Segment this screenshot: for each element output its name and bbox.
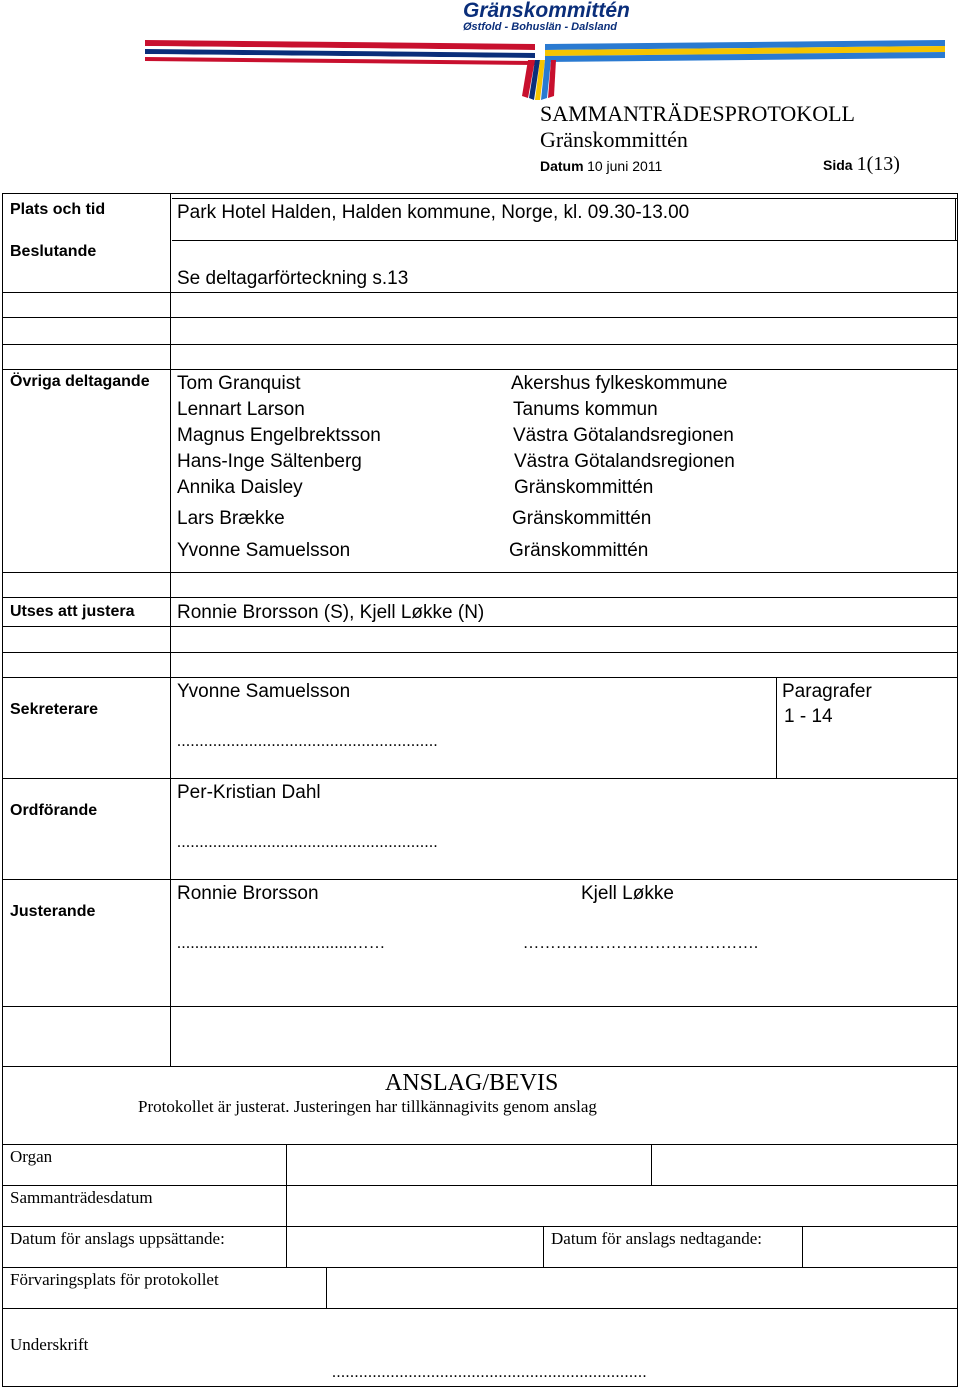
anslag-title: ANSLAG/BEVIS xyxy=(385,1070,559,1096)
paragrafer-label: Paragrafer xyxy=(782,681,872,702)
beslutande-value: Se deltagarförteckning s.13 xyxy=(177,268,409,289)
logo-subtitle: Østfold - Bohuslän - Dalsland xyxy=(463,21,618,33)
participant-org: Akershus fylkeskommune xyxy=(511,373,728,394)
justerande-signature-line-1: .......................................…… xyxy=(177,935,386,952)
utses-att-justera-value: Ronnie Brorsson (S), Kjell Løkke (N) xyxy=(177,602,485,623)
justerande-value-2: Kjell Løkke xyxy=(581,883,674,904)
sekreterare-value: Yvonne Samuelsson xyxy=(177,681,351,702)
participant-org: Gränskommittén xyxy=(512,508,652,529)
page-value: 1(13) xyxy=(856,153,900,175)
ordforande-value: Per-Kristian Dahl xyxy=(177,782,321,803)
nedtagande-label: Datum för anslags nedtagande: xyxy=(551,1229,763,1248)
justerande-signature-line-2: ……………………………………. xyxy=(523,935,759,952)
date-line xyxy=(540,158,662,176)
organization-name: Gränskommittén xyxy=(540,127,688,152)
paragrafer-value: 1 - 14 xyxy=(784,706,833,727)
participant-org: Gränskommittén xyxy=(509,540,649,561)
participant-org: Västra Götalandsregionen xyxy=(514,451,735,472)
ordforande-label: Ordförande xyxy=(10,802,98,819)
date-value: 10 juni 2011 xyxy=(587,158,663,174)
participant-org: Tanums kommun xyxy=(513,399,658,420)
page-label: Sida xyxy=(823,157,853,173)
underskrift-signature-line: ...................................................................... xyxy=(332,1364,647,1381)
sekreterare-signature-line: .......................................................... xyxy=(177,733,438,750)
participant-name: Hans-Inge Sältenberg xyxy=(177,451,362,472)
page-number xyxy=(823,153,900,176)
participant-name: Annika Daisley xyxy=(177,477,303,498)
participant-name: Magnus Engelbrektsson xyxy=(177,425,381,446)
utses-att-justera-label: Utses att justera xyxy=(10,603,135,620)
justerande-value-1: Ronnie Brorsson xyxy=(177,883,319,904)
sammantradesdatum-label: Sammanträdesdatum xyxy=(10,1188,153,1207)
ovriga-deltagande-label: Övriga deltagande xyxy=(10,373,150,390)
beslutande-label: Beslutande xyxy=(10,243,97,260)
participant-name: Yvonne Samuelsson xyxy=(177,540,351,561)
participant-org: Västra Götalandsregionen xyxy=(513,425,734,446)
anslag-subtitle: Protokollet är justerat. Justeringen har tillkännagivits genom anslag xyxy=(138,1097,597,1116)
sekreterare-label: Sekreterare xyxy=(10,701,99,718)
participant-name: Tom Granquist xyxy=(177,373,301,394)
plats-och-tid-value: Park Hotel Halden, Halden kommune, Norge, kl. 09.30-13.00 xyxy=(177,202,690,223)
participant-name: Lennart Larson xyxy=(177,399,305,420)
logo-flag-ribbon-graphic xyxy=(140,30,950,100)
ordforande-signature-line: .......................................................... xyxy=(177,834,438,851)
organ-label: Organ xyxy=(10,1147,53,1166)
uppsattande-label: Datum för anslags uppsättande: xyxy=(10,1229,225,1248)
participant-name: Lars Brække xyxy=(177,508,285,529)
underskrift-label: Underskrift xyxy=(10,1335,89,1354)
forvaringsplats-label: Förvaringsplats för protokollet xyxy=(10,1270,219,1289)
logo-title: Gränskommittén xyxy=(463,0,630,22)
plats-och-tid-label: Plats och tid xyxy=(10,201,106,218)
justerande-label: Justerande xyxy=(10,903,96,920)
participant-org: Gränskommittén xyxy=(514,477,654,498)
date-label: Datum xyxy=(540,158,584,174)
document-type: SAMMANTRÄDESPROTOKOLL xyxy=(540,101,855,126)
